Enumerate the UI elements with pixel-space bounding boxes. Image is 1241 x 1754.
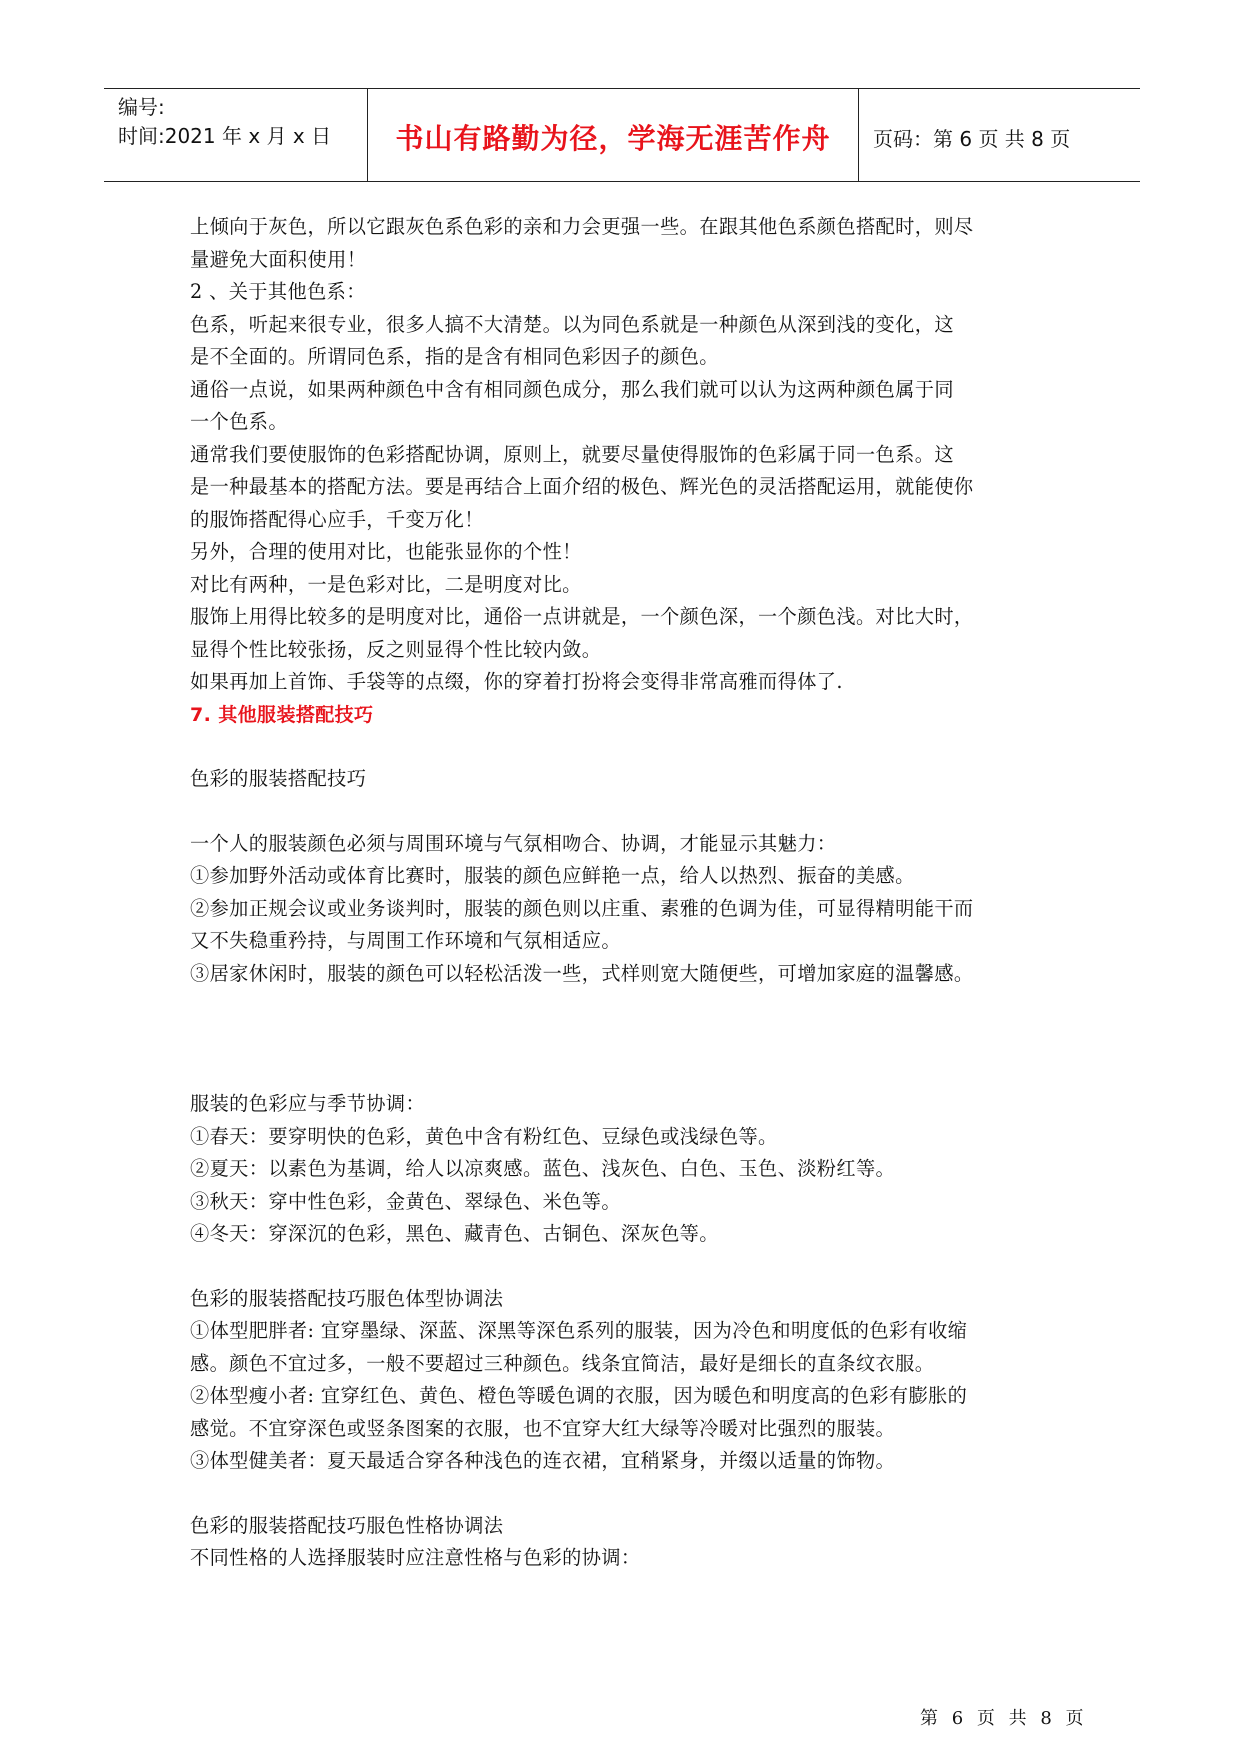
header-motto-cell [368, 89, 859, 181]
paragraph-line: 服饰上用得比较多的是明度对比，通俗一点讲就是，一个颜色深，一个颜色浅。对比大时， [190, 605, 974, 628]
paragraph-line: 通俗一点说，如果两种颜色中含有相同颜色成分，那么我们就可以认为这两种颜色属于同 [190, 377, 954, 401]
document-number-label: 编号: [118, 95, 165, 119]
header-page-number: 页码：第 6 页 共 8 页 [873, 126, 1071, 151]
body-type-item: ③体型健美者：夏天最适合穿各种浅色的连衣裙，宜稍紧身，并缀以适量的饰物。 [190, 1449, 896, 1472]
season-item: ①春天：要穿明快的色彩，黄色中含有粉红色、豆绿色或浅绿色等。 [190, 1124, 778, 1148]
spacer [190, 731, 1080, 763]
body-type-item: ②体型瘦小者: 宜穿红色、黄色、橙色等暖色调的衣服，因为暖色和明度高的色彩有膨胀的 [190, 1384, 968, 1407]
paragraph-line: 通常我们要使服饰的色彩搭配协调，原则上，就要尽量使得服饰的色彩属于同一色系。这 [190, 442, 954, 466]
header-page-cell [859, 89, 1140, 181]
header-meta-cell [104, 89, 368, 181]
body-type-item: ①体型肥胖者: 宜穿墨绿、深蓝、深黑等深色系列的服装，因为冷色和明度低的色彩有收缩 [190, 1319, 968, 1342]
season-intro: 服装的色彩应与季节协调： [190, 1092, 426, 1115]
paragraph-line: 色系，听起来很专业，很多人搞不大清楚。以为同色系就是一种颜色从深到浅的变化，这 [190, 312, 954, 336]
spacer [190, 1478, 1080, 1510]
personality-intro: 不同性格的人选择服装时应注意性格与色彩的协调： [190, 1546, 641, 1569]
paragraph-line: 如果再加上首饰、手袋等的点缀，你的穿着打扮将会变得非常高雅而得体了. [190, 670, 843, 693]
body-type-title: 色彩的服装搭配技巧服色体型协调法 [190, 1286, 504, 1310]
section-heading: 7. 其他服装搭配技巧 [190, 703, 374, 726]
spacer [190, 796, 1080, 828]
paragraph-line: 显得个性比较张扬，反之则显得个性比较内敛。 [190, 637, 602, 661]
body-type-item: 感觉。不宜穿深色或竖条图案的衣服，也不宜穿大红大绿等冷暖对比强烈的服装。 [190, 1416, 896, 1440]
season-item: ④冬天：穿深沉的色彩，黑色、藏青色、古铜色、深灰色等。 [190, 1222, 719, 1245]
spacer [190, 1251, 1080, 1283]
season-item: ②夏天：以素色为基调，给人以凉爽感。蓝色、浅灰色、白色、玉色、淡粉红等。 [190, 1157, 896, 1180]
page-footer: 第 6 页 共 8 页 [920, 1708, 1088, 1729]
paragraph-line: 上倾向于灰色，所以它跟灰色系色彩的亲和力会更强一些。在跟其他色系颜色搭配时，则尽 [190, 215, 974, 238]
body-type-item: 感。颜色不宜过多，一般不要超过三种颜色。线条宜简洁，最好是细长的直条纹衣服。 [190, 1351, 935, 1375]
paragraph-line: 一个色系。 [190, 410, 288, 433]
paragraph-line: 的服饰搭配得心应手，千变万化！ [190, 507, 484, 531]
environment-item: ①参加野外活动或体育比赛时，服装的颜色应鲜艳一点，给人以热烈、振奋的美感。 [190, 864, 915, 887]
season-item: ③秋天：穿中性色彩，金黄色、翠绿色、米色等。 [190, 1189, 621, 1213]
environment-item: ③居家休闲时，服装的颜色可以轻松活泼一些，式样则宽大随便些，可增加家庭的温馨感。 [190, 961, 974, 985]
page-header [104, 88, 1140, 182]
paragraph-line: 2 、关于其他色系： [190, 280, 366, 303]
subsection-title: 色彩的服装搭配技巧 [190, 767, 367, 790]
environment-item: 又不失稳重矜持，与周围工作环境和气氛相适应。 [190, 929, 621, 952]
paragraph-line: 量避免大面积使用！ [190, 247, 367, 271]
spacer [190, 990, 1080, 1088]
paragraph-line: 另外，合理的使用对比，也能张显你的个性！ [190, 540, 582, 563]
document-body [190, 211, 1080, 1575]
personality-title: 色彩的服装搭配技巧服色性格协调法 [190, 1513, 504, 1537]
paragraph-line: 是一种最基本的搭配方法。要是再结合上面介绍的极色、辉光色的灵活搭配运用，就能使你 [190, 475, 974, 498]
environment-item: ②参加正规会议或业务谈判时，服装的颜色则以庄重、素雅的色调为佳，可显得精明能干而 [190, 896, 974, 920]
paragraph-line: 对比有两种，一是色彩对比，二是明度对比。 [190, 572, 582, 596]
environment-intro: 一个人的服装颜色必须与周围环境与气氛相吻合、协调，才能显示其魅力： [190, 831, 837, 855]
document-time-label: 时间:2021 年 x 月 x 日 [118, 124, 332, 148]
paragraph-line: 是不全面的。所谓同色系，指的是含有相同色彩因子的颜色。 [190, 345, 719, 368]
header-motto: 书山有路勤为径，学海无涯苦作舟 [395, 122, 831, 155]
